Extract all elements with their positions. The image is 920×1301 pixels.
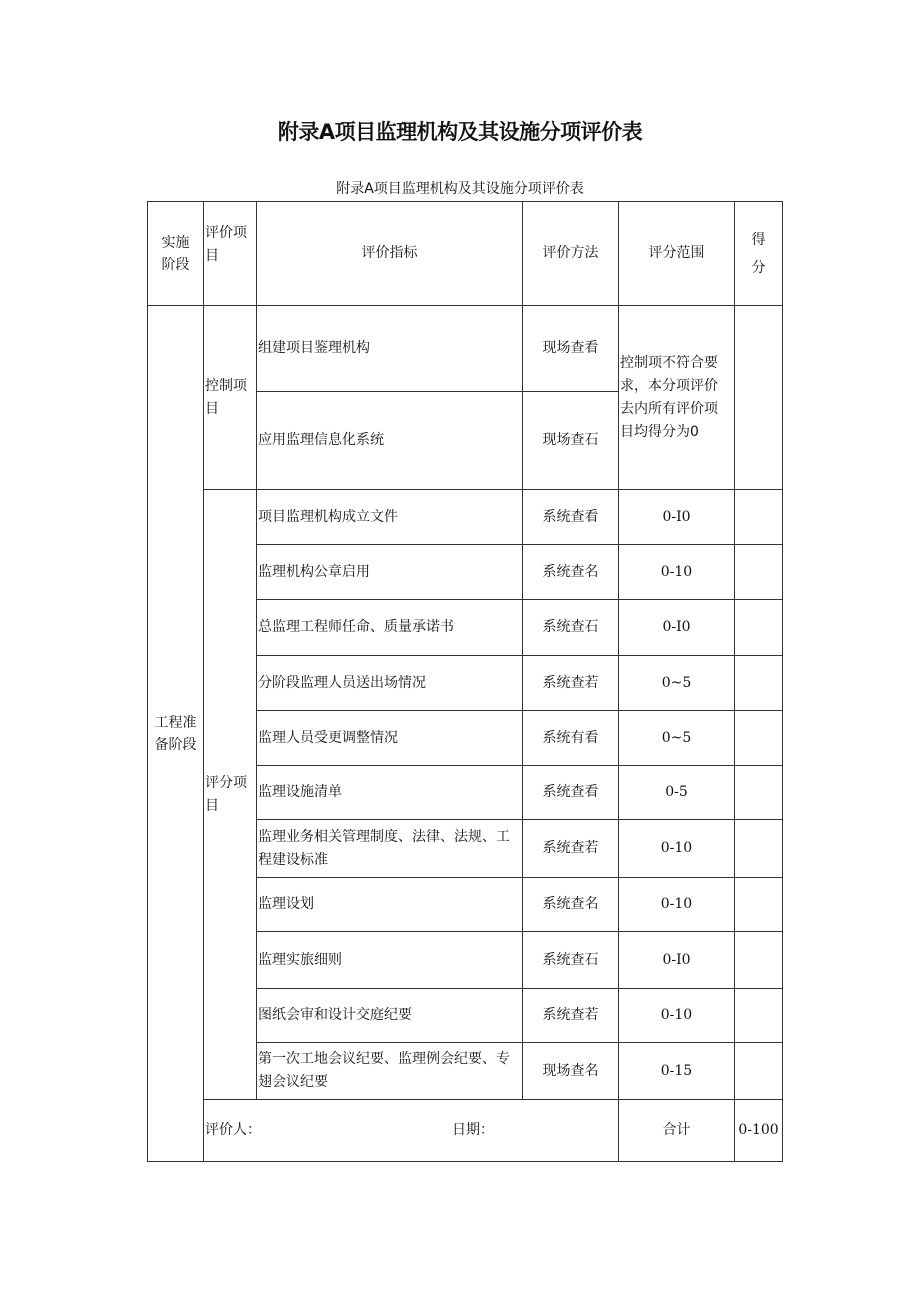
- total-label: 合计: [619, 1100, 735, 1162]
- evaluation-table: [147, 201, 783, 1162]
- indicator-cell: 总监理工程师任命、质量承诺书: [257, 600, 523, 656]
- indicator-cell: 监理设施清单: [257, 766, 523, 820]
- evaluator-label: 评价人：: [205, 1121, 261, 1138]
- score-cell: [735, 306, 783, 490]
- score-cell: [735, 1043, 783, 1100]
- indicator-cell: 监理人员受更调整情况: [257, 711, 523, 766]
- score-cell: [735, 989, 783, 1043]
- header-range: 评分范围: [619, 202, 735, 306]
- score-cell: [735, 600, 783, 656]
- total-range: 0-100: [735, 1100, 783, 1162]
- indicator-cell: 监理设划: [257, 878, 523, 932]
- range-cell: 0-I0: [619, 600, 735, 656]
- method-cell: 系统查若: [523, 989, 619, 1043]
- scoring-item-label: 评分项目: [204, 490, 257, 1100]
- header-indicator: 评价指标: [257, 202, 523, 306]
- method-cell: 系统查若: [523, 820, 619, 878]
- method-cell: 系统查名: [523, 545, 619, 600]
- range-cell: 0-5: [619, 766, 735, 820]
- score-cell: [735, 490, 783, 545]
- score-cell: [735, 766, 783, 820]
- score-cell: [735, 545, 783, 600]
- method-cell: 系统查石: [523, 932, 619, 989]
- method-cell: 系统有看: [523, 711, 619, 766]
- method-cell: 现场查名: [523, 1043, 619, 1100]
- control-range-note: 控制项不符合要求，本分项评价去内所有评价项目均得分为0: [619, 306, 735, 490]
- footer-row: [148, 1100, 783, 1162]
- range-cell: 0-10: [619, 820, 735, 878]
- document-title: 附录A项目监理机构及其设施分项评价表: [277, 120, 643, 144]
- indicator-cell: 组建项目鉴理机构: [257, 306, 523, 392]
- indicator-cell: 图纸会审和设计交庭纪要: [257, 989, 523, 1043]
- header-score: 得分: [735, 202, 783, 306]
- table-caption: 附录A项目监理机构及其设施分项评价表: [336, 181, 584, 197]
- indicator-cell: 监理机构公章启用: [257, 545, 523, 600]
- score-cell: [735, 932, 783, 989]
- range-cell: 0-10: [619, 989, 735, 1043]
- score-cell: [735, 656, 783, 711]
- method-cell: 系统查看: [523, 490, 619, 545]
- indicator-cell: 应用监理信息化系统: [257, 392, 523, 490]
- score-cell: [735, 820, 783, 878]
- date-label: 日期：: [452, 1121, 494, 1138]
- indicator-cell: 监理实旅细则: [257, 932, 523, 989]
- range-cell: 0-10: [619, 878, 735, 932]
- method-cell: 系统查若: [523, 656, 619, 711]
- range-cell: 0-10: [619, 545, 735, 600]
- indicator-cell: 第一次工地会议纪要、监理例会纪要、专翅会议纪要: [257, 1043, 523, 1100]
- phase-cell: 工程准备阶段: [148, 306, 204, 1162]
- range-cell: 0-I0: [619, 490, 735, 545]
- control-item-label: 控制项目: [204, 306, 257, 490]
- header-item: 评价项目: [204, 202, 257, 306]
- score-cell: [735, 711, 783, 766]
- method-cell: 系统查名: [523, 878, 619, 932]
- header-method: 评价方法: [523, 202, 619, 306]
- indicator-cell: 监理业务相关管理制度、法律、法规、工程建设标准: [257, 820, 523, 878]
- header-row: [148, 202, 783, 306]
- range-cell: 0~5: [619, 711, 735, 766]
- score-cell: [735, 878, 783, 932]
- method-cell: 现场查石: [523, 392, 619, 490]
- table-row: [148, 490, 783, 545]
- evaluator-date-cell: [204, 1100, 619, 1162]
- range-cell: 0~5: [619, 656, 735, 711]
- table-row: [148, 306, 783, 392]
- header-phase: 实施阶段: [148, 202, 204, 306]
- indicator-cell: 项目监理机构成立文件: [257, 490, 523, 545]
- range-cell: 0-15: [619, 1043, 735, 1100]
- method-cell: 系统查石: [523, 600, 619, 656]
- method-cell: 现场查看: [523, 306, 619, 392]
- method-cell: 系统查看: [523, 766, 619, 820]
- indicator-cell: 分阶段监理人员送出场情况: [257, 656, 523, 711]
- range-cell: 0-I0: [619, 932, 735, 989]
